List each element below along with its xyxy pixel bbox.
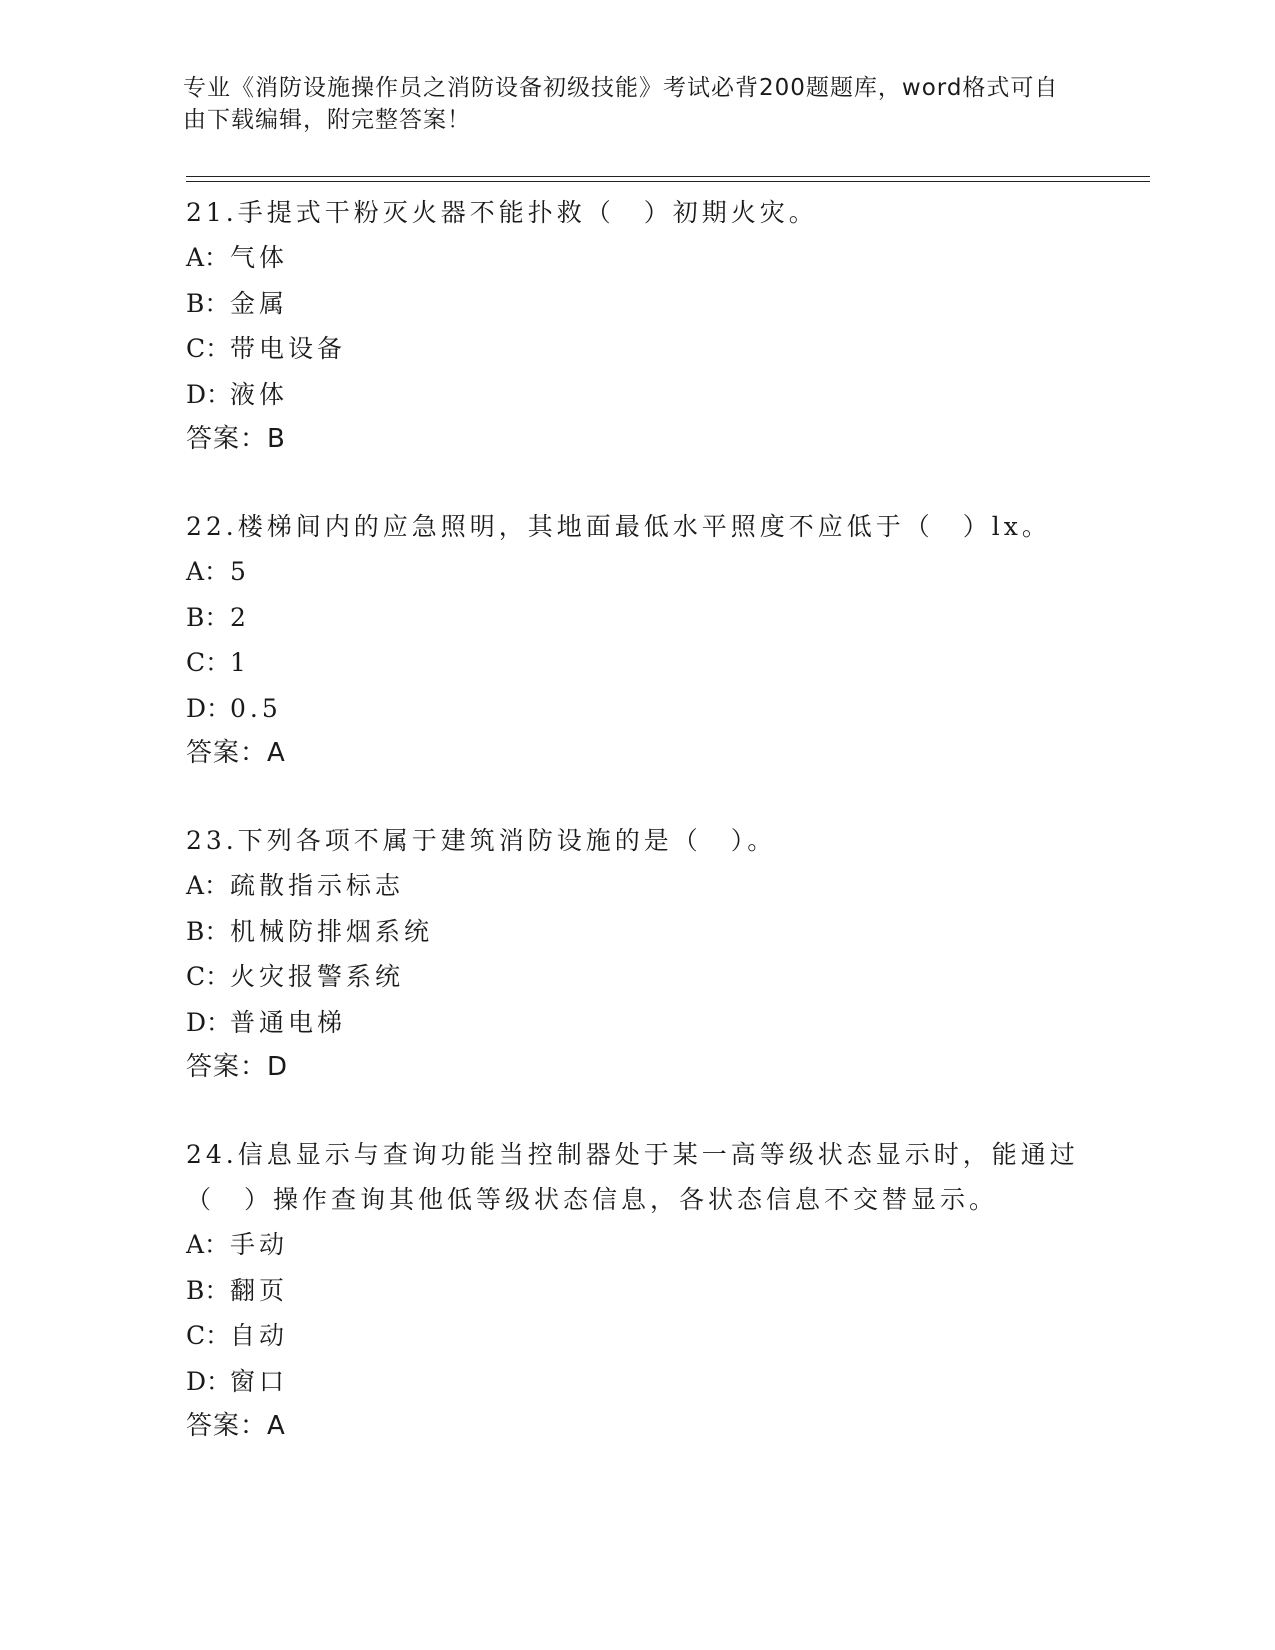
question-24 [186,1132,1086,1449]
answer-label: 答案：A [186,1411,286,1441]
option-a [186,863,1086,909]
option-key: B： [186,916,230,946]
option-key: D： [186,1007,232,1037]
option-b [186,595,1086,641]
option-text: 机械防排烟系统 [230,916,434,946]
option-text: 疏散指示标志 [230,871,405,900]
option-d [186,372,1086,418]
option-a [186,549,1086,595]
option-c [186,326,1086,372]
option-text: 液体 [230,379,289,409]
option-key: B： [186,602,230,632]
option-text: 0.5 [230,693,282,723]
option-text: 带电设备 [230,334,347,363]
option-d [186,1000,1086,1046]
answer-label: 答案：D [186,1052,289,1082]
question-stem: 24.信息显示与查询功能当控制器处于某一高等级状态显示时，能通过（ ）操作查询其他低等级状态信息，各状态信息不交替显示。 [186,1140,1079,1214]
option-c [186,640,1086,686]
question-stem: 22.楼梯间内的应急照明，其地面最低水平照度不应低于（ ）lx。 [186,512,1051,541]
option-key: B： [186,288,230,318]
option-key: C： [186,334,231,363]
header-divider-top [186,176,1150,177]
option-a [186,1222,1086,1268]
option-d [186,1359,1086,1405]
option-key: D： [186,1366,232,1396]
option-key: D： [186,693,232,723]
answer-label: 答案：A [186,738,286,768]
option-b [186,281,1086,327]
option-d [186,686,1086,732]
question-23 [186,818,1086,1090]
option-b [186,1268,1086,1314]
option-text: 翻页 [230,1275,289,1305]
option-text: 2 [230,602,250,632]
option-text: 气体 [230,243,289,272]
option-key: C： [186,962,231,991]
question-22 [186,504,1086,776]
option-text: 普通电梯 [230,1007,347,1037]
option-text: 自动 [230,1321,289,1350]
question-stem: 23.下列各项不属于建筑消防设施的是（ ）。 [186,826,777,855]
option-c [186,954,1086,1000]
option-text: 火灾报警系统 [230,962,405,991]
option-key: C： [186,1321,231,1350]
option-text: 金属 [230,288,289,318]
option-key: A： [186,243,230,272]
option-c [186,1313,1086,1359]
header-divider-bottom [186,181,1150,182]
document-header: 专业《消防设施操作员之消防设备初级技能》考试必背200题题库，word格式可自由下载编辑，附完整答案！ [183,75,1059,133]
option-key: A： [186,1230,230,1259]
question-list [186,190,1086,1491]
question-stem: 21.手提式干粉灭火器不能扑救（ ）初期火灾。 [186,198,818,227]
option-key: A： [186,557,230,586]
option-text: 5 [230,557,250,586]
option-key: B： [186,1275,230,1305]
answer-label: 答案：B [186,424,286,454]
option-key: D： [186,379,232,409]
question-21 [186,190,1086,462]
option-text: 手动 [230,1230,289,1259]
option-b [186,909,1086,955]
option-text: 窗口 [230,1366,289,1396]
option-text: 1 [230,648,250,677]
option-key: A： [186,871,230,900]
option-key: C： [186,648,231,677]
option-a [186,235,1086,281]
